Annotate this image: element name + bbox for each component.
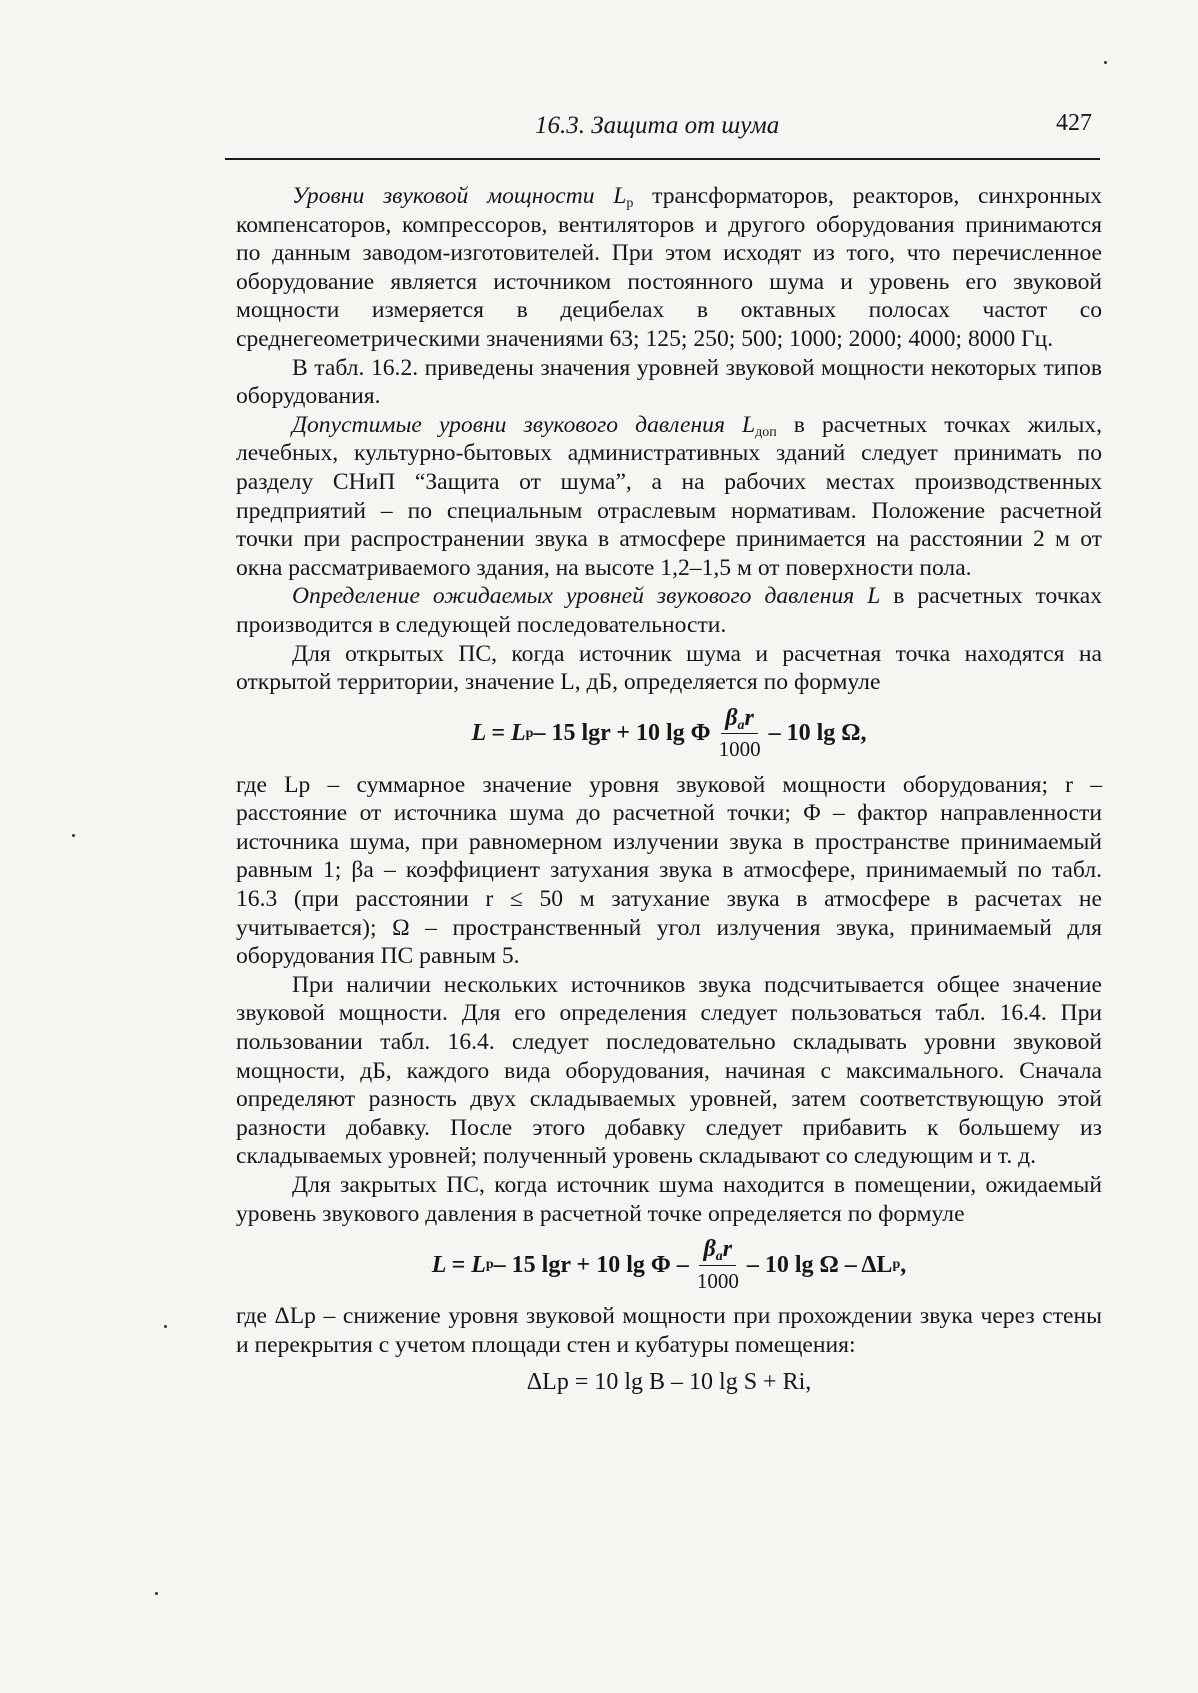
paragraph-where-1 [236,771,1102,971]
formula-delta: ΔLp = 10 lg B – 10 lg S + Ri, [526,1369,812,1396]
numerator-r: r [722,1236,733,1263]
page-header [225,108,1100,160]
numerator-sub: a [737,717,745,733]
paragraph-text: в расчетных точках производится в следующей последовательности. [236,583,1102,638]
formula-right: – 10 lg Ω – ΔL [746,1251,893,1278]
paragraph-text: Для закрытых ПС, когда источник шума находится в помещении, ожидаемый уровень звукового давления в расчетной точке определяется по формуле [236,1172,1102,1227]
page-number: 427 [1056,110,1092,136]
paragraph-closed-substations [236,1171,1102,1228]
fraction-denominator: 1000 [718,737,761,762]
body-text [236,182,1102,1399]
scan-speck [164,1325,167,1328]
fraction-denominator: 1000 [696,1268,739,1293]
numerator-sub: a [715,1249,723,1265]
paragraph-sound-power [236,182,1102,354]
formula-fraction [697,1235,739,1295]
subscript: p [626,196,634,211]
italic-lead: Уровни звуковой мощности L [292,183,627,209]
scan-speck [72,834,75,837]
numerator-beta: β [703,1236,716,1263]
paragraph-text: в расчетных точках жилых, лечебных, культурно-бытовых административных зданий следует принимать по разделу СНиП “Защита от шума”, а на рабочих местах производственных предприятий – по специальным отраслевым нормативам. Положение расчетной точки при распространении звука в атмосфере принимается на расстоянии 2 м от окна рассматриваемого здания, на высоте 1,2–1,5 м от поверхности пола. [236,411,1102,581]
numerator-beta: β [725,704,738,731]
formula-left: L = L [431,1251,486,1278]
subscript: доп [755,424,777,440]
paragraph-table-ref [236,354,1102,411]
fraction-numerator [721,704,758,735]
formula-mid: – 15 lgr + 10 lg Φ – [493,1251,689,1278]
paragraph-text: В табл. 16.2. приведены значения уровней звуковой мощности некоторых типов оборудования. [236,354,1102,410]
fraction-numerator [699,1235,736,1266]
formula-end: , [900,1251,907,1278]
paragraph-text: трансформаторов, реакторов, синхронных компенсаторов, компрессоров, вентиляторов и другого оборудования принимаются по данным заводом-изготовителей. При этом исходят из того, что перечисленное оборудование является источником постоянного шума и уровень его звуковой мощности измеряется в децибелах в октавных полосах частот со среднегеометрическими значениями 63; 125; 250; 500; 1000; 2000; 4000; 8000 Гц. [236,183,1102,352]
paragraph-text: Для открытых ПС, когда источник шума и расчетная точка находятся на открытой территории, значение L, дБ, определяется по формуле [236,640,1102,696]
numerator-r: r [744,704,754,731]
formula-mid: – 15 lgr + 10 lg Φ [533,720,711,747]
formula-open: L = L p – 15 lgr + 10 lg Φ $\frac{\beta_ar}{1000}$ – 10 lg Ω, [236,701,1102,767]
italic-lead: Допустимые уровни звукового давления L [292,411,756,438]
paragraph-open-substations [236,640,1102,697]
paragraph-text: где ΔLp – снижение уровня звуковой мощности при прохождении звука через стены и перекрытия с учетом площади стен и кубатуры помещения: [236,1303,1102,1358]
italic-lead: Определение ожидаемых уровней звукового давления L [292,583,881,610]
paragraph-permissible-levels [236,411,1102,583]
formula-left: L = L [471,720,526,747]
paragraph-where-2 [236,1302,1102,1359]
running-head: 16.3. Защита от шума [535,112,780,139]
scan-speck [155,1592,158,1595]
paragraph-multiple-sources [236,971,1102,1171]
formula-fraction [719,704,761,764]
paragraph-text: При наличии нескольких источников звука подсчитывается общее значение звуковой мощности. Для его определения следует пользоваться табл. 16.4. При пользовании табл. 16.4. следует последовательно складывать уровни звуковой мощности, дБ, каждого вида оборудования, начиная с максимального. Сначала определяют разность двух складываемых уровней, затем соответствующую этой разности добавку. После этого добавку следует прибавить к большему из складываемых уровней; полученный уровень складывают со следующим и т. д. [236,971,1102,1170]
formula-closed: L = L p – 15 lgr + 10 lg Φ – $\frac{\beta_ar}{1000}$ – 10 lg Ω – ΔL p , [236,1232,1102,1298]
scan-speck [1104,61,1107,64]
paragraph-expected-levels [236,582,1102,639]
paragraph-text: где Lp – суммарное значение уровня звуковой мощности оборудования; r – расстояние от источника шума до расчетной точки; Φ – фактор направленности источника шума, при равномерном излучении звука в пространстве принимаемый равным 1; βa – коэффициент затухания звука в атмосфере, принимаемый по табл. 16.3 (при расстоянии r ≤ 50 м затухание звука в атмосфере в расчетах не учитывается); Ω – пространственный угол излучения звука, принимаемый для оборудования ПС равным 5. [236,771,1102,970]
formula-right: – 10 lg Ω, [768,720,867,747]
